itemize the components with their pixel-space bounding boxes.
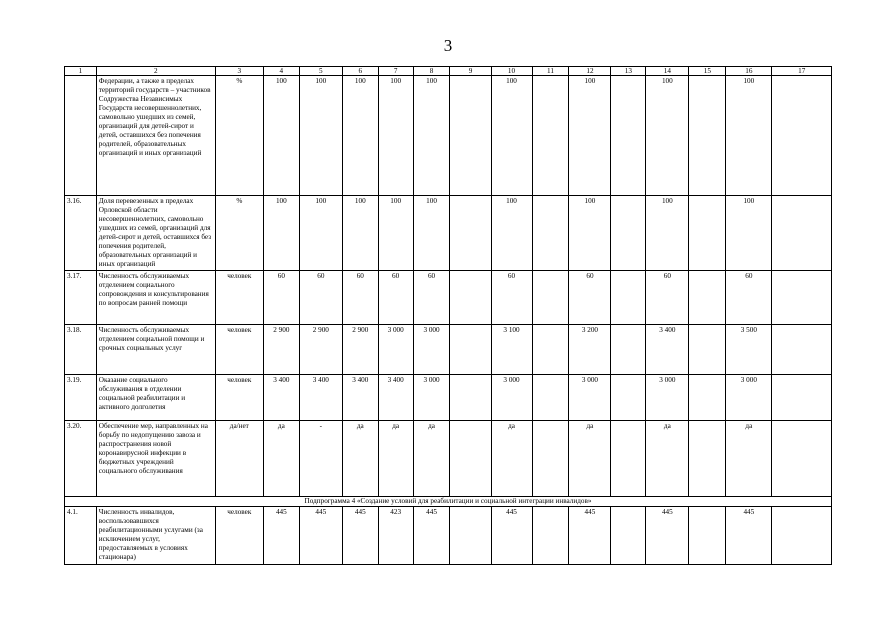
value-cell bbox=[611, 325, 646, 375]
unit-cell: человек bbox=[215, 507, 263, 565]
value-cell: 3 000 bbox=[569, 375, 611, 421]
value-cell: 100 bbox=[299, 196, 342, 271]
table-row bbox=[65, 271, 832, 325]
value-cell: 60 bbox=[646, 271, 689, 325]
unit-cell: человек bbox=[215, 325, 263, 375]
value-cell: 445 bbox=[726, 507, 772, 565]
value-cell bbox=[450, 375, 491, 421]
column-number-row bbox=[65, 67, 832, 76]
column-number: 5 bbox=[299, 67, 342, 76]
value-cell: 60 bbox=[726, 271, 772, 325]
value-cell bbox=[532, 375, 569, 421]
value-cell: 3 000 bbox=[413, 375, 450, 421]
value-cell: 3 200 bbox=[569, 325, 611, 375]
value-cell bbox=[689, 421, 726, 497]
value-cell bbox=[611, 271, 646, 325]
value-cell: 3 400 bbox=[646, 325, 689, 375]
value-cell: 60 bbox=[569, 271, 611, 325]
value-cell: 3 400 bbox=[299, 375, 342, 421]
value-cell bbox=[532, 325, 569, 375]
value-cell: 100 bbox=[378, 76, 413, 196]
value-cell bbox=[450, 325, 491, 375]
value-cell bbox=[611, 507, 646, 565]
column-number: 2 bbox=[96, 67, 215, 76]
unit-cell: человек bbox=[215, 375, 263, 421]
value-cell: да bbox=[569, 421, 611, 497]
value-cell bbox=[450, 76, 491, 196]
column-number: 3 bbox=[215, 67, 263, 76]
value-cell bbox=[772, 421, 832, 497]
value-cell: 100 bbox=[726, 196, 772, 271]
table-row bbox=[65, 421, 832, 497]
row-number: 3.17. bbox=[65, 271, 97, 325]
value-cell: да bbox=[726, 421, 772, 497]
value-cell bbox=[689, 196, 726, 271]
value-cell: 100 bbox=[569, 196, 611, 271]
column-number: 11 bbox=[532, 67, 569, 76]
column-number: 14 bbox=[646, 67, 689, 76]
value-cell: 3 400 bbox=[378, 375, 413, 421]
table-row bbox=[65, 76, 832, 196]
column-number: 16 bbox=[726, 67, 772, 76]
value-cell: 3 000 bbox=[378, 325, 413, 375]
value-cell: 60 bbox=[378, 271, 413, 325]
value-cell bbox=[611, 196, 646, 271]
subprogram-row bbox=[65, 497, 832, 507]
value-cell: да bbox=[491, 421, 532, 497]
value-cell: 100 bbox=[646, 196, 689, 271]
value-cell: 423 bbox=[378, 507, 413, 565]
value-cell bbox=[689, 76, 726, 196]
value-cell bbox=[772, 325, 832, 375]
value-cell: да bbox=[342, 421, 378, 497]
value-cell: 445 bbox=[646, 507, 689, 565]
value-cell: 100 bbox=[569, 76, 611, 196]
value-cell: 100 bbox=[413, 196, 450, 271]
column-number: 15 bbox=[689, 67, 726, 76]
value-cell: 3 000 bbox=[646, 375, 689, 421]
column-number: 1 bbox=[65, 67, 97, 76]
value-cell bbox=[772, 196, 832, 271]
row-number: 4.1. bbox=[65, 507, 97, 565]
row-number: 3.19. bbox=[65, 375, 97, 421]
value-cell: 3 400 bbox=[263, 375, 299, 421]
table-row bbox=[65, 325, 832, 375]
value-cell bbox=[450, 271, 491, 325]
row-number: 3.20. bbox=[65, 421, 97, 497]
value-cell bbox=[689, 507, 726, 565]
value-cell: 3 400 bbox=[342, 375, 378, 421]
value-cell: 100 bbox=[413, 76, 450, 196]
value-cell: 3 000 bbox=[491, 375, 532, 421]
value-cell bbox=[532, 421, 569, 497]
value-cell bbox=[689, 271, 726, 325]
value-cell bbox=[611, 76, 646, 196]
value-cell: 445 bbox=[569, 507, 611, 565]
value-cell: 100 bbox=[378, 196, 413, 271]
value-cell: 2 900 bbox=[263, 325, 299, 375]
column-number: 7 bbox=[378, 67, 413, 76]
row-number: 3.16. bbox=[65, 196, 97, 271]
value-cell: 60 bbox=[491, 271, 532, 325]
table-row bbox=[65, 375, 832, 421]
value-cell bbox=[689, 325, 726, 375]
value-cell: 3 100 bbox=[491, 325, 532, 375]
indicator-name: Обеспечение мер, направленных на борьбу по недопущению завоза и распространения новой коронавирусной инфекции в бюджетных учреждений социального обслуживания bbox=[96, 421, 215, 497]
unit-cell: % bbox=[215, 76, 263, 196]
column-number: 8 bbox=[413, 67, 450, 76]
row-number bbox=[65, 76, 97, 196]
value-cell bbox=[532, 76, 569, 196]
value-cell: 100 bbox=[726, 76, 772, 196]
indicators-table bbox=[64, 66, 832, 565]
value-cell: 3 000 bbox=[413, 325, 450, 375]
value-cell bbox=[450, 507, 491, 565]
indicator-name: Численность обслуживаемых отделением социального сопровождения и консультирования по вопросам ранней помощи bbox=[96, 271, 215, 325]
indicator-name: Численность инвалидов, воспользовавшихся реабилитационными услугами (за исключением услуг, предоставляемых в условиях стационара) bbox=[96, 507, 215, 565]
subprogram-header: Подпрограмма 4 «Создание условий для реабилитации и социальной интеграции инвалидов» bbox=[65, 497, 832, 507]
unit-cell: % bbox=[215, 196, 263, 271]
column-number: 17 bbox=[772, 67, 832, 76]
value-cell bbox=[772, 76, 832, 196]
value-cell bbox=[772, 271, 832, 325]
value-cell: 60 bbox=[263, 271, 299, 325]
column-number: 12 bbox=[569, 67, 611, 76]
value-cell: да bbox=[646, 421, 689, 497]
value-cell: да bbox=[378, 421, 413, 497]
page-number: 3 bbox=[443, 36, 453, 55]
value-cell bbox=[532, 507, 569, 565]
value-cell bbox=[772, 507, 832, 565]
value-cell: 2 900 bbox=[342, 325, 378, 375]
unit-cell: человек bbox=[215, 271, 263, 325]
value-cell bbox=[532, 196, 569, 271]
value-cell: - bbox=[299, 421, 342, 497]
value-cell bbox=[450, 421, 491, 497]
value-cell: 60 bbox=[342, 271, 378, 325]
column-number: 13 bbox=[611, 67, 646, 76]
column-number: 9 bbox=[450, 67, 491, 76]
column-number: 10 bbox=[491, 67, 532, 76]
value-cell: 3 000 bbox=[726, 375, 772, 421]
table-row bbox=[65, 196, 832, 271]
value-cell: 100 bbox=[491, 76, 532, 196]
value-cell: 2 900 bbox=[299, 325, 342, 375]
value-cell: 100 bbox=[263, 196, 299, 271]
value-cell: 445 bbox=[491, 507, 532, 565]
value-cell: 445 bbox=[342, 507, 378, 565]
table-row bbox=[65, 507, 832, 565]
value-cell: 3 500 bbox=[726, 325, 772, 375]
value-cell bbox=[532, 271, 569, 325]
value-cell: 100 bbox=[263, 76, 299, 196]
column-number: 6 bbox=[342, 67, 378, 76]
value-cell: 445 bbox=[413, 507, 450, 565]
indicator-name: Доля перевезенных в пределах Орловской области несовершеннолетних, самовольно ушедших из семей, организаций для детей-сирот и детей, оставшихся без попечения родителей, образовательных организаций и иных организаций bbox=[96, 196, 215, 271]
value-cell bbox=[689, 375, 726, 421]
indicator-name: Оказание социального обслуживания в отделении социальной реабилитации и активного долголетия bbox=[96, 375, 215, 421]
value-cell: 60 bbox=[413, 271, 450, 325]
value-cell bbox=[611, 421, 646, 497]
indicator-name: Федерации, а также в пределах территорий государств – участников Содружества Независимых Государств несовершеннолетних, самовольно ушедших из семей, организаций для детей-сирот и детей, оставшихся без попечения родителей, образовательных организаций и иных организаций bbox=[96, 76, 215, 196]
value-cell: 100 bbox=[491, 196, 532, 271]
value-cell bbox=[611, 375, 646, 421]
row-number: 3.18. bbox=[65, 325, 97, 375]
value-cell bbox=[450, 196, 491, 271]
value-cell: да bbox=[413, 421, 450, 497]
value-cell: 100 bbox=[342, 76, 378, 196]
value-cell: 100 bbox=[646, 76, 689, 196]
column-number: 4 bbox=[263, 67, 299, 76]
value-cell: 100 bbox=[299, 76, 342, 196]
value-cell: 60 bbox=[299, 271, 342, 325]
value-cell: да bbox=[263, 421, 299, 497]
value-cell bbox=[772, 375, 832, 421]
indicator-name: Численность обслуживаемых отделением социальной помощи и срочных социальных услуг bbox=[96, 325, 215, 375]
value-cell: 445 bbox=[263, 507, 299, 565]
value-cell: 445 bbox=[299, 507, 342, 565]
unit-cell: да/нет bbox=[215, 421, 263, 497]
value-cell: 100 bbox=[342, 196, 378, 271]
